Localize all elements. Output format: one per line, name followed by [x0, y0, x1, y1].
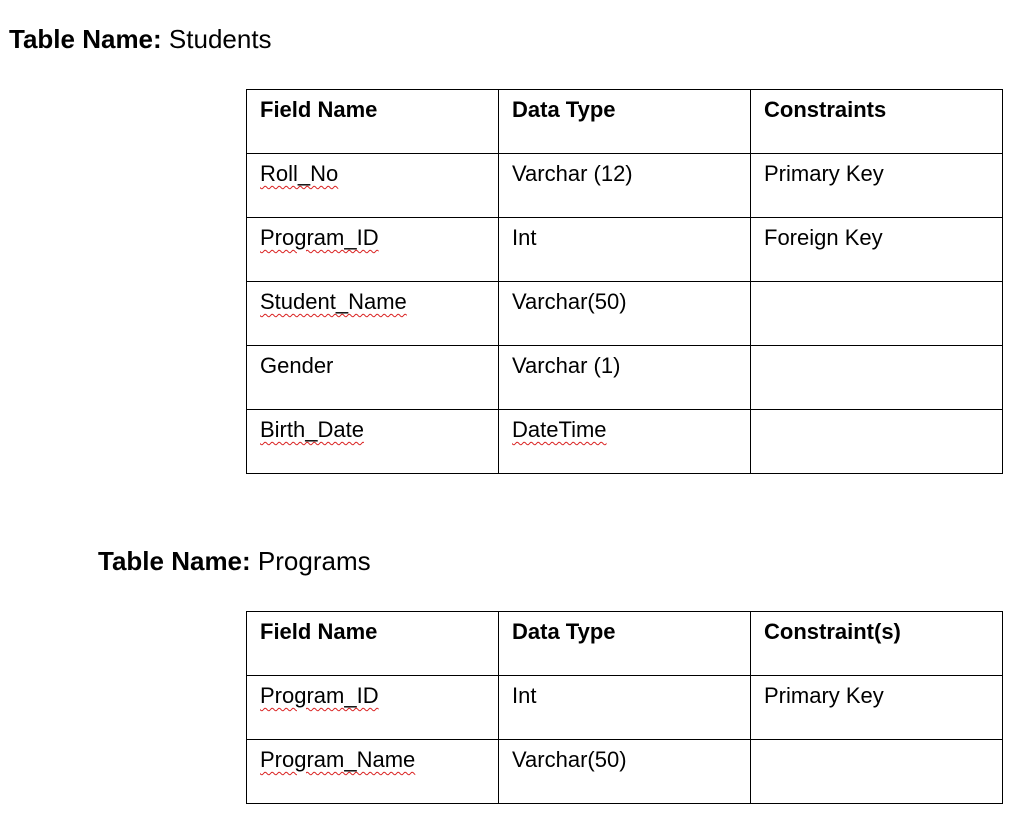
constraint-cell [751, 346, 1003, 410]
programs-heading-label: Table Name: [98, 546, 251, 576]
table-row [247, 676, 1003, 740]
field-name-text: Student_Name [260, 289, 407, 314]
programs-header-row [247, 612, 1003, 676]
data-type-cell [499, 410, 751, 474]
programs-schema-table [246, 611, 1003, 804]
students-col-constraints: Constraints [751, 90, 1003, 154]
constraint-cell [751, 410, 1003, 474]
constraint-cell [751, 740, 1003, 804]
data-type-cell: Varchar (12) [499, 154, 751, 218]
field-name-text: Program_ID [260, 683, 379, 708]
constraint-cell: Primary Key [751, 676, 1003, 740]
students-header-row [247, 90, 1003, 154]
field-name-text: Program_ID [260, 225, 379, 250]
table-row [247, 282, 1003, 346]
data-type-cell: Int [499, 676, 751, 740]
programs-col-data-type: Data Type [499, 612, 751, 676]
field-name-cell [247, 410, 499, 474]
field-name-text: Birth_Date [260, 417, 364, 442]
data-type-cell: Varchar (1) [499, 346, 751, 410]
field-name-cell: Gender [247, 346, 499, 410]
programs-col-constraints: Constraint(s) [751, 612, 1003, 676]
constraint-cell [751, 282, 1003, 346]
field-name-cell [247, 154, 499, 218]
data-type-cell: Int [499, 218, 751, 282]
data-type-text: DateTime [512, 417, 607, 442]
data-type-cell: Varchar(50) [499, 740, 751, 804]
students-heading-label: Table Name: [9, 24, 162, 54]
table-row [247, 410, 1003, 474]
field-name-text: Roll_No [260, 161, 339, 186]
table-row [247, 218, 1003, 282]
data-type-cell: Varchar(50) [499, 282, 751, 346]
table-row [247, 154, 1003, 218]
students-table-heading [9, 24, 272, 54]
programs-table-heading [98, 546, 371, 576]
students-col-data-type: Data Type [499, 90, 751, 154]
programs-col-field-name: Field Name [247, 612, 499, 676]
students-col-field-name: Field Name [247, 90, 499, 154]
students-schema-table [246, 89, 1003, 474]
field-name-text: Program_Name [260, 747, 416, 772]
field-name-cell [247, 282, 499, 346]
table-row [247, 740, 1003, 804]
constraint-cell: Primary Key [751, 154, 1003, 218]
table-row [247, 346, 1003, 410]
constraint-cell: Foreign Key [751, 218, 1003, 282]
field-name-cell [247, 218, 499, 282]
field-name-cell [247, 676, 499, 740]
students-heading-value: Students [168, 24, 272, 54]
programs-heading-value: Programs [257, 546, 371, 576]
field-name-cell [247, 740, 499, 804]
